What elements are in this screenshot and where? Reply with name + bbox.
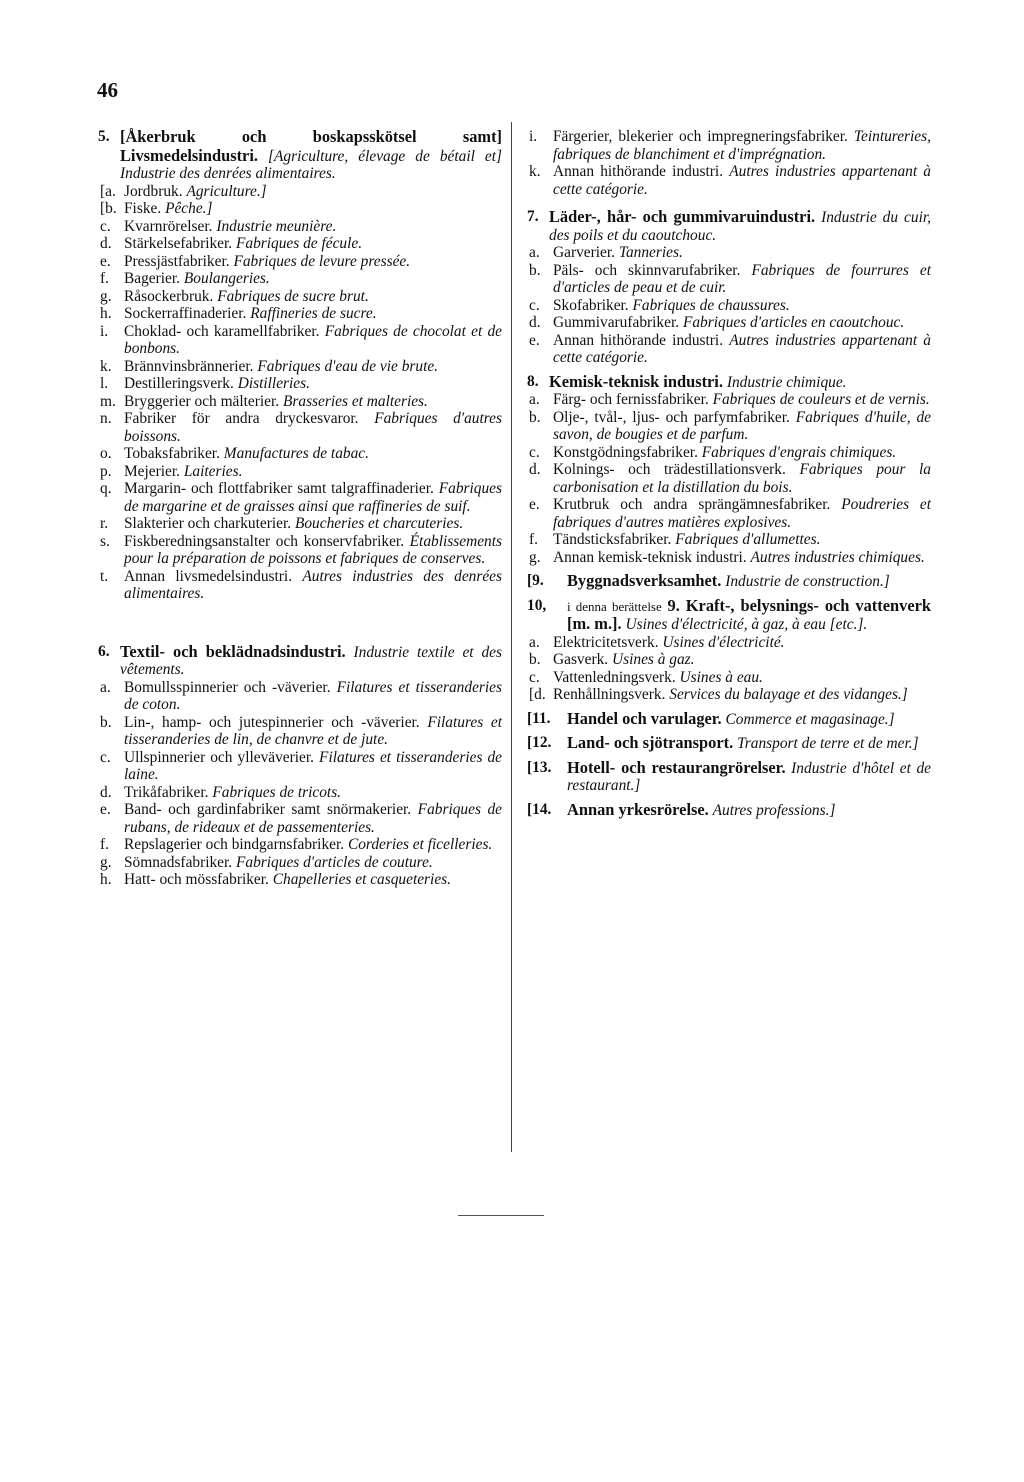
- page-number: 46: [97, 78, 118, 102]
- item-french: Fabriques d'huile, de savon, de bougies et de parfum.: [553, 408, 931, 443]
- list-item: [98, 200, 502, 218]
- list-item: [98, 305, 502, 323]
- item-text: [124, 801, 502, 836]
- section-heading: [527, 373, 931, 392]
- list-item: [98, 323, 502, 358]
- section-heading-text: [567, 572, 931, 591]
- list-item: [527, 297, 931, 315]
- item-letter: p.: [100, 462, 112, 480]
- item-swedish: Margarin- och flottfabriker samt talgraffinaderier.: [124, 480, 434, 497]
- section-heading: [527, 734, 931, 753]
- item-text: [124, 410, 502, 445]
- item-letter: g.: [100, 853, 112, 871]
- item-swedish: Annan kemisk-teknisk industri.: [553, 548, 747, 566]
- list-item: [527, 634, 931, 652]
- item-swedish: Choklad- och karamellfabriker.: [124, 322, 320, 340]
- item-swedish: Stärkelsefabriker.: [124, 235, 233, 252]
- item-text: [553, 651, 931, 669]
- section-french: Industrie de construction.]: [725, 573, 890, 590]
- section-heading: [527, 759, 931, 795]
- item-swedish: Sockerraffinaderier.: [124, 305, 247, 322]
- item-french: Fabriques d'allumettes.: [675, 531, 821, 548]
- item-letter: q.: [100, 480, 112, 497]
- item-swedish: Gasverk.: [553, 651, 609, 668]
- item-swedish: Fabriker för andra dryckesvaror.: [124, 410, 359, 427]
- item-text: [124, 568, 502, 603]
- list-item: [98, 183, 502, 201]
- item-french: Services du balayage et des vidanges.]: [669, 686, 908, 703]
- item-letter: e.: [100, 252, 111, 270]
- item-french: Fabriques de rubans, de rideaux et de passementeries.: [124, 801, 502, 836]
- item-text: [553, 634, 931, 652]
- list-item: [527, 444, 931, 462]
- item-french: Manufactures de tabac.: [223, 445, 369, 462]
- item-text: [124, 200, 502, 218]
- item-letter: i.: [529, 128, 538, 145]
- item-text: [124, 253, 502, 271]
- item-french: Boucheries et charcuteries.: [294, 515, 464, 532]
- list-item: [98, 679, 502, 714]
- section-heading: [98, 128, 502, 183]
- item-letter: c.: [529, 668, 540, 686]
- section-heading: [527, 801, 931, 820]
- item-letter: s.: [100, 532, 110, 550]
- item-swedish: Färg- och fernissfabriker.: [553, 391, 709, 408]
- item-swedish: Slakterier och charkuterier.: [124, 515, 292, 532]
- section-french: Industrie d'hôtel et de restaurant.]: [567, 759, 931, 794]
- item-text: [553, 314, 931, 332]
- item-text: [124, 836, 502, 854]
- item-french: Usines à eau.: [679, 668, 763, 686]
- item-swedish: Trikåfabriker.: [124, 783, 209, 801]
- item-swedish: Pressjästfabriker.: [124, 252, 230, 270]
- item-swedish: Destilleringsverk.: [124, 375, 234, 392]
- item-text: [124, 235, 502, 253]
- item-swedish: Repslagerier och bindgarnsfabriker.: [124, 836, 345, 853]
- list-item: [527, 391, 931, 409]
- section-note: i denna berättelse: [567, 598, 662, 614]
- item-text: [553, 444, 931, 462]
- item-text: [124, 533, 502, 568]
- section: [527, 597, 931, 704]
- section: [527, 734, 931, 753]
- section-number: 10,: [527, 596, 547, 614]
- item-letter: [b.: [100, 200, 117, 217]
- section-number: 5.: [98, 128, 110, 145]
- section: [527, 208, 931, 367]
- item-french: Agriculture.]: [186, 182, 267, 200]
- section-heading: [527, 208, 931, 244]
- section: [98, 128, 502, 603]
- list-item: [98, 836, 502, 854]
- item-swedish: Mejerier.: [124, 462, 180, 480]
- item-swedish: Band- och gardinfabriker samt snörmakerier.: [124, 801, 412, 818]
- item-french: Fabriques de fécule.: [235, 235, 363, 252]
- section-french: Industrie textile et des vêtements.: [120, 643, 502, 678]
- section-number: [13.: [527, 758, 552, 776]
- item-french: Poudreries et fabriques d'autres matières explosives.: [553, 496, 931, 531]
- item-french: Fabriques d'autres boissons.: [124, 410, 502, 445]
- item-text: [553, 669, 931, 687]
- left-column: [98, 128, 502, 895]
- item-letter: k.: [529, 163, 541, 180]
- item-french: Autres industries appartenant à cette catégorie.: [553, 331, 931, 366]
- list-item: [98, 515, 502, 533]
- item-swedish: Råsockerbruk.: [124, 287, 214, 305]
- item-french: Fabriques d'articles de couture.: [236, 853, 433, 871]
- section-french: Transport de terre et de mer.]: [737, 735, 919, 752]
- item-letter: [a.: [100, 182, 116, 200]
- section-number: [12.: [527, 734, 552, 751]
- item-swedish: Vattenledningsverk.: [553, 668, 676, 686]
- item-french: Usines à gaz.: [612, 651, 695, 668]
- list-item: [527, 461, 931, 496]
- item-french: Fabriques d'engrais chimiques.: [701, 443, 897, 461]
- item-french: Tanneries.: [618, 244, 683, 261]
- item-letter: t.: [100, 567, 109, 585]
- section-heading-text: [567, 734, 931, 753]
- list-item: [527, 128, 931, 163]
- item-text: [553, 391, 931, 409]
- item-swedish: Tändsticksfabriker.: [553, 531, 672, 548]
- list-item: [527, 332, 931, 367]
- list-item: [98, 288, 502, 306]
- item-french: Filatures et tisseranderies de laine.: [124, 748, 502, 783]
- item-french: Fabriques d'articles en caoutchouc.: [682, 314, 905, 331]
- item-swedish: Färgerier, blekerier och impregneringsfabriker.: [553, 128, 848, 145]
- item-letter: f.: [100, 836, 109, 853]
- item-letter: c.: [100, 217, 111, 235]
- section-french: Autres professions.]: [712, 801, 836, 819]
- list-item: [527, 314, 931, 332]
- item-french: Teintureries, fabriques de blanchiment et d'imprégnation.: [553, 128, 931, 163]
- item-french: Fabriques de levure pressée.: [233, 252, 411, 270]
- section: [527, 572, 931, 591]
- section-heading: [98, 643, 502, 679]
- section-title: Läder-, hår- och gummivaruindustri.: [549, 207, 816, 226]
- item-french: Fabriques de chocolat et de bonbons.: [124, 322, 502, 357]
- section-number: [14.: [527, 800, 552, 818]
- item-letter: b.: [529, 261, 541, 279]
- section-title: 9. Kraft-, belysnings- och vattenverk [m. m.].: [567, 595, 931, 633]
- item-letter: [d.: [529, 686, 546, 703]
- item-french: Fabriques de chaussures.: [632, 296, 790, 314]
- item-letter: r.: [100, 515, 109, 532]
- item-swedish: Garverier.: [553, 244, 615, 261]
- section-french: Commerce et magasinage.]: [725, 710, 895, 728]
- section-heading-text: [120, 643, 502, 679]
- item-letter: c.: [529, 443, 540, 461]
- item-text: [124, 480, 502, 515]
- list-item: [98, 714, 502, 749]
- item-text: [553, 128, 931, 163]
- item-text: [553, 332, 931, 367]
- item-text: [124, 358, 502, 376]
- item-french: Distilleries.: [237, 375, 310, 392]
- item-swedish: Jordbruk.: [124, 182, 183, 200]
- item-letter: a.: [529, 633, 540, 651]
- list-item: [527, 409, 931, 444]
- section-french: Usines d'électricité, à gaz, à eau [etc.].: [625, 616, 868, 633]
- section-heading-text: [567, 597, 931, 634]
- item-french: Fabriques d'eau de vie brute.: [257, 357, 439, 375]
- item-swedish: Kvarnrörelser.: [124, 217, 213, 235]
- item-swedish: Bryggerier och mälterier.: [124, 392, 280, 410]
- item-french: Fabriques de tricots.: [212, 783, 342, 801]
- item-swedish: Annan hithörande industri.: [553, 331, 724, 349]
- item-letter: c.: [100, 748, 111, 766]
- spacer: [98, 609, 502, 643]
- item-text: [124, 749, 502, 784]
- section: [527, 373, 931, 567]
- item-french: Autres industries chimiques.: [750, 548, 925, 566]
- list-item: [98, 445, 502, 463]
- list-item: [98, 801, 502, 836]
- item-swedish: Fiske.: [124, 200, 162, 217]
- item-text: [124, 183, 502, 201]
- item-letter: b.: [529, 651, 541, 668]
- section-title: Annan yrkesrörelse.: [567, 799, 709, 819]
- item-text: [553, 461, 931, 496]
- list-item: [98, 784, 502, 802]
- item-french: Fabriques pour la carbonisation et la distillation du bois.: [553, 461, 931, 496]
- footer-rule: [458, 1215, 544, 1216]
- item-text: [124, 714, 502, 749]
- item-swedish: Bagerier.: [124, 270, 180, 287]
- item-swedish: Fiskberedningsanstalter och konservfabriker.: [124, 532, 405, 550]
- item-letter: m.: [100, 392, 116, 410]
- item-french: Industrie meunière.: [216, 217, 337, 235]
- item-swedish: Tobaksfabriker.: [124, 445, 220, 462]
- item-swedish: Lin-, hamp- och jutespinnerier och -väverier.: [124, 713, 420, 731]
- list-item: [98, 253, 502, 271]
- item-letter: o.: [100, 445, 112, 462]
- item-swedish: Kolnings- och trädestillationsverk.: [553, 461, 786, 478]
- item-text: [124, 515, 502, 533]
- section-title: Land- och sjötransport.: [567, 733, 734, 752]
- item-letter: f.: [529, 531, 538, 548]
- item-french: Brasseries et malteries.: [282, 392, 428, 410]
- item-letter: l.: [100, 375, 109, 392]
- item-swedish: Sömnadsfabriker.: [124, 853, 233, 871]
- section-number: [11.: [527, 709, 551, 727]
- list-item: [98, 463, 502, 481]
- item-letter: b.: [100, 713, 112, 731]
- section-heading: [527, 710, 931, 729]
- list-item: [527, 262, 931, 297]
- item-swedish: Bomullsspinnerier och -väverier.: [124, 678, 331, 696]
- list-item: [527, 496, 931, 531]
- list-item: [527, 669, 931, 687]
- item-swedish: Brännvinsbrännerier.: [124, 357, 254, 375]
- item-swedish: Krutbruk och andra sprängämnesfabriker.: [553, 496, 831, 513]
- section-heading-text: [567, 710, 931, 729]
- list-item: [527, 549, 931, 567]
- section-title: Handel och varulager.: [567, 708, 722, 728]
- item-swedish: Elektricitetsverk.: [553, 633, 659, 651]
- list-item: [98, 410, 502, 445]
- item-text: [124, 323, 502, 358]
- item-swedish: Annan hithörande industri.: [553, 163, 724, 180]
- section: [527, 801, 931, 820]
- item-letter: g.: [100, 287, 112, 305]
- section-number: 6.: [98, 642, 110, 660]
- item-letter: b.: [529, 408, 541, 426]
- item-french: Fabriques de sucre brut.: [217, 287, 369, 305]
- item-text: [124, 784, 502, 802]
- item-swedish: Hatt- och mössfabriker.: [124, 871, 269, 888]
- item-text: [124, 871, 502, 889]
- list-item: [98, 533, 502, 568]
- item-french: Autres industries des denrées alimentaires.: [124, 567, 502, 602]
- section-heading-text: [120, 128, 502, 183]
- item-french: Pêche.]: [165, 200, 213, 217]
- section-title: Hotell- och restaurangrörelser.: [567, 757, 786, 777]
- item-text: [124, 445, 502, 463]
- item-swedish: Gummivarufabriker.: [553, 314, 680, 331]
- section-title: [Åkerbruk och boskapsskötsel samt] Livsmedelsindustri.: [120, 127, 502, 165]
- section-french: Industrie du cuir, des poils et du caoutchouc.: [549, 209, 931, 244]
- item-letter: d.: [529, 461, 541, 478]
- item-text: [553, 686, 931, 704]
- list-item: [98, 270, 502, 288]
- item-french: Établissements pour la préparation de poissons et fabriques de conserves.: [124, 532, 502, 567]
- section: [527, 710, 931, 729]
- item-letter: g.: [529, 548, 541, 566]
- item-letter: e.: [529, 331, 540, 349]
- item-letter: a.: [100, 678, 111, 696]
- section-number: 7.: [527, 208, 539, 225]
- item-french: Raffineries de sucre.: [250, 305, 377, 322]
- item-letter: a.: [529, 244, 540, 261]
- item-french: Autres industries appartenant à cette catégorie.: [553, 163, 931, 198]
- list-item: [98, 854, 502, 872]
- list-item: [98, 871, 502, 889]
- list-item: [98, 393, 502, 411]
- section-number: [9.: [527, 572, 544, 589]
- section-heading-text: [549, 208, 931, 244]
- item-text: [124, 218, 502, 236]
- section: [98, 643, 502, 889]
- item-french: Boulangeries.: [183, 270, 270, 287]
- item-french: Chapelleries et casqueteries.: [272, 871, 451, 888]
- list-item: [98, 480, 502, 515]
- list-item: [527, 163, 931, 198]
- item-text: [124, 679, 502, 714]
- item-text: [124, 270, 502, 288]
- item-letter: d.: [100, 235, 112, 252]
- item-text: [553, 163, 931, 198]
- item-text: [553, 409, 931, 444]
- list-item: [98, 218, 502, 236]
- item-text: [553, 496, 931, 531]
- section-number: 8.: [527, 372, 539, 390]
- item-text: [124, 305, 502, 323]
- item-letter: a.: [529, 391, 540, 408]
- item-letter: d.: [529, 314, 541, 331]
- item-text: [124, 393, 502, 411]
- item-swedish: Annan livsmedelsindustri.: [124, 567, 293, 585]
- item-text: [553, 549, 931, 567]
- list-item: [98, 375, 502, 393]
- section-french: [Agriculture, élevage de bétail et] Industrie des denrées alimentaires.: [120, 147, 502, 182]
- item-swedish: Renhållningsverk.: [553, 686, 666, 703]
- list-item: [98, 568, 502, 603]
- item-french: Fabriques de fourrures et d'articles de peau et de cuir.: [553, 261, 931, 296]
- item-french: Fabriques de margarine et de graisses ainsi que raffineries de suif.: [124, 480, 502, 515]
- item-text: [553, 262, 931, 297]
- item-letter: d.: [100, 783, 112, 801]
- item-french: Laiteries.: [183, 462, 243, 480]
- list-item: [98, 749, 502, 784]
- item-letter: h.: [100, 305, 112, 322]
- item-text: [124, 854, 502, 872]
- item-letter: f.: [100, 270, 109, 287]
- item-letter: h.: [100, 871, 112, 888]
- section-heading: [527, 572, 931, 591]
- item-text: [553, 531, 931, 549]
- item-letter: k.: [100, 357, 112, 375]
- item-text: [553, 297, 931, 315]
- list-item: [98, 235, 502, 253]
- item-french: Filatures et tisseranderies de coton.: [124, 678, 502, 713]
- item-swedish: Olje-, tvål-, ljus- och parfymfabriker.: [553, 408, 790, 426]
- item-french: Fabriques de couleurs et de vernis.: [712, 391, 930, 408]
- section: [527, 759, 931, 795]
- item-swedish: Ullspinnerier och ylleväverier.: [124, 748, 314, 766]
- section-heading-text: [567, 801, 931, 820]
- item-letter: c.: [529, 296, 540, 314]
- section-heading-text: [567, 759, 931, 795]
- right-column: [527, 128, 931, 825]
- item-french: Usines d'électricité.: [662, 633, 785, 651]
- item-text: [553, 244, 931, 262]
- list-item: [527, 531, 931, 549]
- section-title: Byggnadsverksamhet.: [567, 571, 722, 590]
- section-heading: [527, 597, 931, 634]
- item-letter: e.: [100, 801, 111, 818]
- item-letter: i.: [100, 322, 109, 340]
- section-heading-text: [549, 373, 931, 392]
- item-text: [124, 288, 502, 306]
- item-text: [124, 375, 502, 393]
- list-item: [527, 244, 931, 262]
- column-divider: [511, 122, 512, 1152]
- item-french: Corderies et ficelleries.: [347, 836, 493, 853]
- item-swedish: Konstgödningsfabriker.: [553, 443, 698, 461]
- item-swedish: Skofabriker.: [553, 296, 629, 314]
- list-item: [527, 651, 931, 669]
- item-french: Filatures et tisseranderies de lin, de chanvre et de jute.: [124, 713, 502, 748]
- item-letter: n.: [100, 410, 112, 427]
- item-text: [124, 463, 502, 481]
- list-item: [527, 686, 931, 704]
- section-french: Industrie chimique.: [726, 373, 847, 391]
- section-title: Kemisk-teknisk industri.: [549, 371, 723, 391]
- item-letter: e.: [529, 496, 540, 513]
- item-swedish: Päls- och skinnvarufabriker.: [553, 261, 741, 279]
- list-item: [98, 358, 502, 376]
- section-title: Textil- och beklädnadsindustri.: [120, 641, 346, 661]
